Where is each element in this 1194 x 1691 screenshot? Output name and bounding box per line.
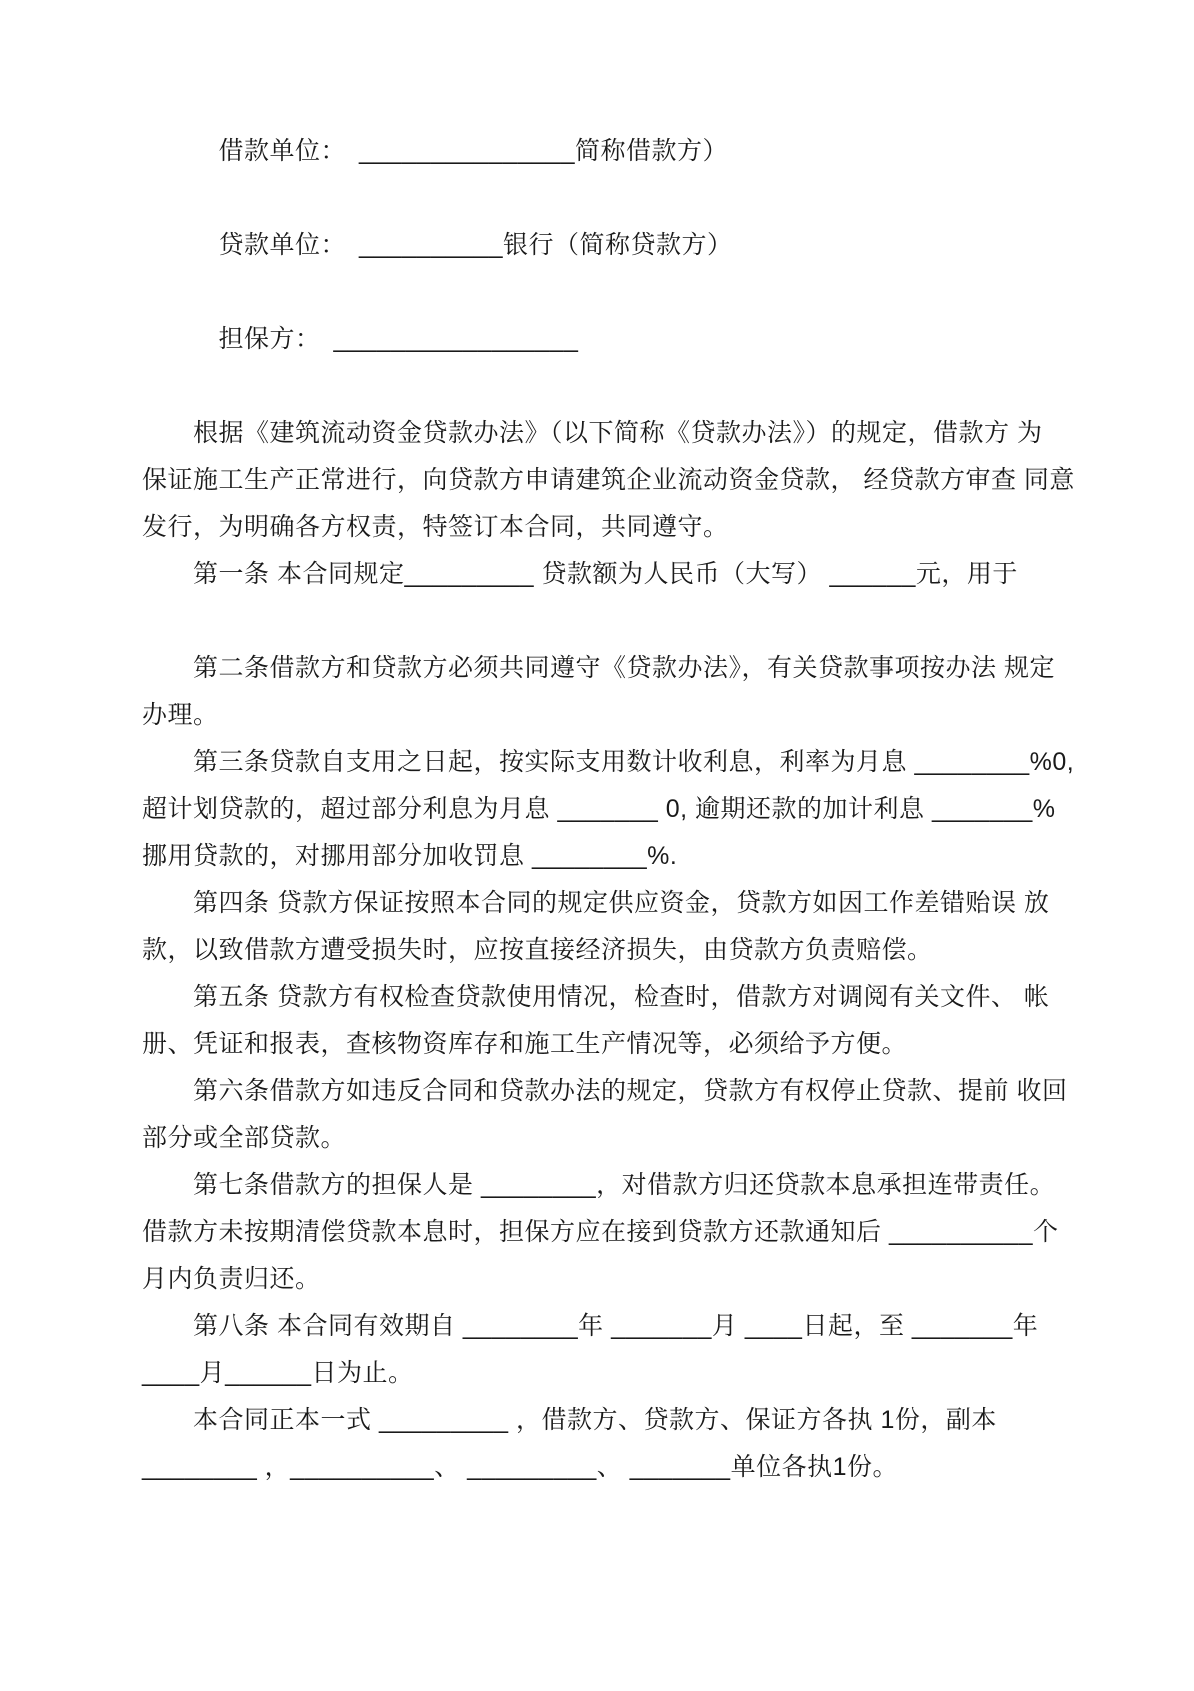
document-line: 保证施工生产正常进行，向贷款方申请建筑企业流动资金贷款， 经贷款方审查 同意 [142, 466, 1075, 494]
blank-line [142, 598, 1072, 645]
document-line: 根据《建筑流动资金贷款办法》（以下简称《贷款办法》）的规定，借款方 为 [142, 419, 1043, 447]
document-line: 发行，为明确各方权责，特签订本合同，共同遵守。 [142, 513, 729, 541]
document-line: 挪用贷款的，对挪用部分加收罚息 ________%. [142, 842, 678, 870]
document-line: 本合同正本一式 _________ ，借款方、贷款方、保证方各执 1份，副本 [142, 1406, 997, 1434]
document-line: 款，以致借款方遭受损失时，应按直接经济损失，由贷款方负责赔偿。 [142, 936, 933, 964]
document-line: ____月______日为止。 [142, 1359, 414, 1387]
contract-text-body [142, 128, 1075, 1491]
document-line: 第八条 本合同有效期自 ________年 _______月 ____日起，至 _______年 [142, 1312, 1039, 1340]
blank-line [142, 363, 1072, 410]
document-line: 第七条借款方的担保人是 ________，对借款方归还贷款本息承担连带责任。 [142, 1171, 1056, 1199]
document-line: 月内负责归还。 [142, 1265, 321, 1293]
document-line: 册、凭证和报表，查核物资库存和施工生产情况等，必须给予方便。 [142, 1030, 908, 1058]
document-line: 部分或全部贷款。 [142, 1124, 347, 1152]
document-line: 借款单位： _______________简称借款方） [142, 137, 729, 165]
document-line: 第五条 贷款方有权检查贷款使用情况，检查时，借款方对调阅有关文件、 帐 [142, 983, 1050, 1011]
document-line: 借款方未按期清偿贷款本息时，担保方应在接到贷款方还款通知后 __________个 [142, 1218, 1059, 1246]
document-line: ________ ，__________、 _________、 _______单位各执1份。 [142, 1453, 898, 1481]
document-line: 贷款单位： __________银行（简称贷款方） [142, 231, 733, 259]
blank-line [142, 175, 1072, 222]
document-line: 第二条借款方和贷款方必须共同遵守《贷款办法》，有关贷款事项按办法 规定 [142, 654, 1055, 682]
document-line: 第一条 本合同规定_________ 贷款额为人民币（大写） ______元，用于 [142, 560, 1018, 588]
document-line: 办理。 [142, 701, 219, 729]
document-line: 第四条 贷款方保证按照本合同的规定供应资金，贷款方如因工作差错贻误 放 [142, 889, 1050, 917]
document-line: 超计划贷款的，超过部分利息为月息 _______ 0, 逾期还款的加计利息 _______% [142, 795, 1056, 823]
document-line: 第六条借款方如违反合同和贷款办法的规定，贷款方有权停止贷款、提前 收回 [142, 1077, 1068, 1105]
document-line: 第三条贷款自支用之日起，按实际支用数计收利息，利率为月息 ________%0, [142, 748, 1075, 776]
blank-line [142, 269, 1072, 316]
document-line: 担保方： _________________ [142, 325, 579, 353]
